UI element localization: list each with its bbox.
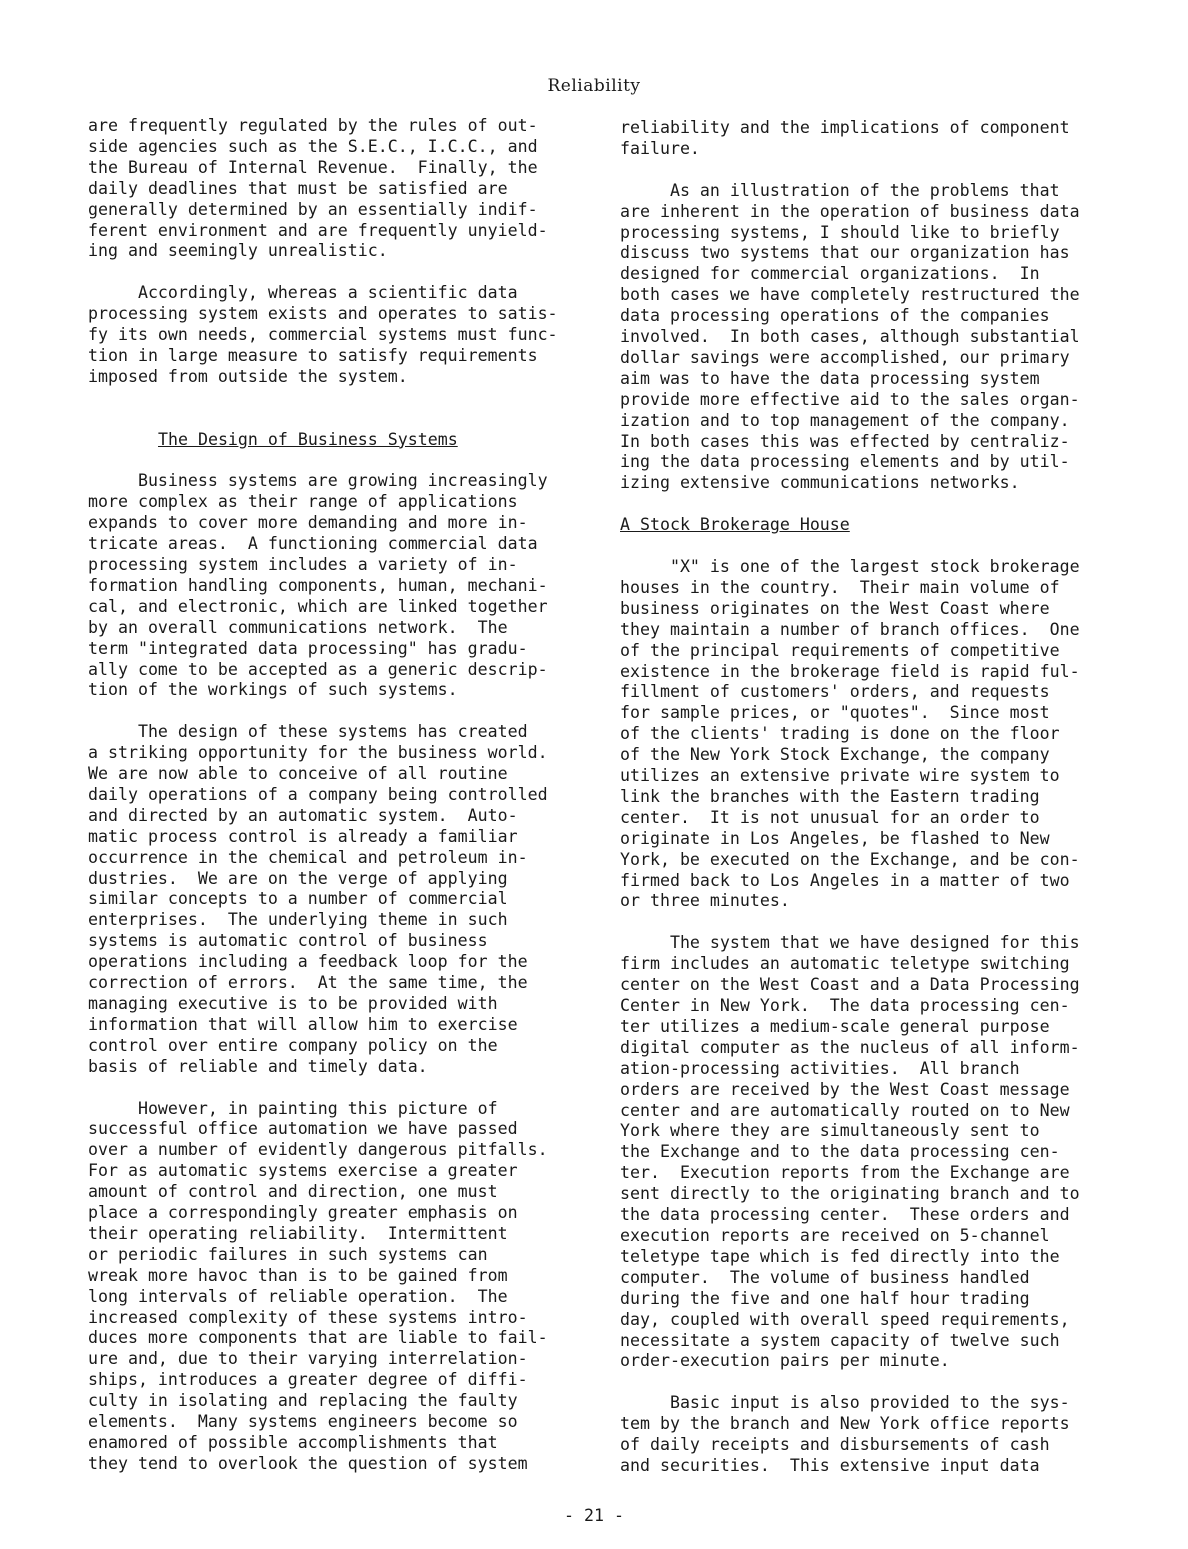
text-line: fillment of customers' orders, and requests xyxy=(620,682,1050,702)
text-line: by an overall communications network. The xyxy=(88,617,508,637)
paragraph xyxy=(88,283,588,388)
paragraph xyxy=(620,1393,1120,1477)
text-line: generally determined by an essentially indif- xyxy=(88,199,538,219)
text-line: tricate areas. A functioning commercial data xyxy=(88,534,538,554)
right-column xyxy=(620,118,1120,1477)
text-line: center on the West Coast and a Data Processing xyxy=(620,975,1080,995)
text-line: necessitate a system capacity of twelve such xyxy=(620,1330,1060,1350)
paragraph xyxy=(88,471,588,701)
text-line: dollar savings were accomplished, our primary xyxy=(620,347,1070,367)
text-line: both cases we have completely restructured the xyxy=(620,285,1080,305)
text-line: correction of errors. At the same time, the xyxy=(88,973,528,993)
text-line: The design of these systems has created xyxy=(88,722,528,742)
text-line: elements. Many systems engineers become so xyxy=(88,1412,518,1432)
paragraph xyxy=(88,1099,588,1475)
text-line: a striking opportunity for the business world. xyxy=(88,743,548,763)
text-line: their operating reliability. Intermittent xyxy=(88,1223,508,1243)
paragraph-gap xyxy=(620,912,1120,933)
text-line: operations including a feedback loop for the xyxy=(88,952,528,972)
section-heading-text: A Stock Brokerage House xyxy=(620,515,850,535)
section-heading-text: The Design of Business Systems xyxy=(158,429,458,449)
text-line: reliability and the implications of component xyxy=(620,118,1070,137)
text-line: matic process control is already a familiar xyxy=(88,826,518,846)
text-line: day, coupled with overall speed requirements, xyxy=(620,1309,1070,1329)
text-line: houses in the country. Their main volume of xyxy=(620,577,1060,597)
paragraph-gap xyxy=(620,1372,1120,1393)
paragraph-gap xyxy=(620,160,1120,181)
text-line: for sample prices, or "quotes". Since most xyxy=(620,703,1050,723)
text-line: and securities. This extensive input data xyxy=(620,1455,1040,1475)
text-line: izing extensive communications networks. xyxy=(620,473,1020,493)
text-line: enamored of possible accomplishments that xyxy=(88,1433,498,1452)
text-line: firmed back to Los Angeles in a matter of two xyxy=(620,870,1070,890)
text-line: firm includes an automatic teletype switching xyxy=(620,954,1070,974)
paragraph-gap xyxy=(88,409,588,430)
paragraph-gap xyxy=(88,388,588,409)
text-line: systems is automatic control of business xyxy=(88,931,488,951)
text-line: of the New York Stock Exchange, the company xyxy=(620,745,1050,765)
text-line: ferent environment and are frequently unyield- xyxy=(88,220,548,240)
text-line: York where they are simultaneously sent to xyxy=(620,1121,1040,1141)
text-line: managing executive is to be provided with xyxy=(88,993,498,1013)
paragraph-gap xyxy=(620,536,1120,557)
text-line: Center in New York. The data processing cen- xyxy=(620,996,1070,1015)
text-line: ation-processing activities. All branch xyxy=(620,1058,1020,1078)
text-line: ing and seemingly unrealistic. xyxy=(88,241,388,261)
text-line: failure. xyxy=(620,138,700,158)
text-line: culty in isolating and replacing the faulty xyxy=(88,1391,518,1411)
text-line: formation handling components, human, mechani- xyxy=(88,575,548,595)
text-line: discuss two systems that our organization has xyxy=(620,243,1070,263)
text-line: they maintain a number of branch offices. One xyxy=(620,619,1080,639)
text-line: long intervals of reliable operation. The xyxy=(88,1286,508,1306)
paragraph-gap xyxy=(88,1078,588,1099)
text-line: information that will allow him to exercise xyxy=(88,1014,518,1034)
paragraph-gap xyxy=(620,494,1120,515)
text-line: ization and to top management of the company. xyxy=(620,410,1070,430)
text-line: similar concepts to a number of commercial xyxy=(88,889,508,909)
text-line: of the clients' trading is done on the floor xyxy=(620,724,1060,744)
text-line: tion in large measure to satisfy requirements xyxy=(88,345,538,365)
text-line: Basic input is also provided to the sys- xyxy=(620,1393,1070,1413)
text-line: wreak more havoc than is to be gained from xyxy=(88,1265,508,1285)
text-line: tem by the branch and New York office reports xyxy=(620,1414,1070,1434)
text-line: enterprises. The underlying theme in such xyxy=(88,910,508,930)
text-line: place a correspondingly greater emphasis on xyxy=(88,1203,518,1223)
text-line: ships, introduces a greater degree of diffi- xyxy=(88,1370,528,1390)
text-line: center. It is not unusual for an order to xyxy=(620,807,1040,827)
section-heading-design xyxy=(88,430,588,451)
text-line: Accordingly, whereas a scientific data xyxy=(88,283,518,303)
text-line: the Bureau of Internal Revenue. Finally, the xyxy=(88,157,538,177)
text-line: control over entire company policy on the xyxy=(88,1035,498,1055)
text-line: they tend to overlook the question of system xyxy=(88,1453,528,1473)
text-line: provide more effective aid to the sales organ- xyxy=(620,389,1080,409)
text-line: over a number of evidently dangerous pitfalls. xyxy=(88,1140,548,1160)
text-line: The system that we have designed for this xyxy=(620,933,1080,953)
text-line: We are now able to conceive of all routine xyxy=(88,764,508,784)
text-line: utilizes an extensive private wire system to xyxy=(620,766,1060,786)
text-line: side agencies such as the S.E.C., I.C.C., and xyxy=(88,136,538,156)
text-line: of daily receipts and disbursements of cash xyxy=(620,1435,1050,1455)
text-line: execution reports are received on 5-channel xyxy=(620,1225,1050,1245)
text-line: ally come to be accepted as a generic descrip- xyxy=(88,659,548,679)
page-number: - 21 - xyxy=(564,1506,624,1525)
text-line: are frequently regulated by the rules of out- xyxy=(88,116,538,135)
text-line: orders are received by the West Coast message xyxy=(620,1079,1070,1099)
paragraph-gap xyxy=(88,262,588,283)
text-line: data processing operations of the companies xyxy=(620,306,1050,326)
text-line: Business systems are growing increasingly xyxy=(88,471,548,491)
text-line: basis of reliable and timely data. xyxy=(88,1056,428,1076)
text-line: aim was to have the data processing system xyxy=(620,368,1040,388)
text-line: link the branches with the Eastern trading xyxy=(620,786,1040,806)
text-line: imposed from outside the system. xyxy=(88,366,408,386)
text-line: originate in Los Angeles, be flashed to New xyxy=(620,828,1050,848)
text-line: involved. In both cases, although substantial xyxy=(620,327,1080,347)
text-line: order-execution pairs per minute. xyxy=(620,1351,950,1371)
text-line: ter. Execution reports from the Exchange are xyxy=(620,1163,1070,1183)
text-line: ure and, due to their varying interrelation- xyxy=(88,1349,528,1369)
left-column xyxy=(88,116,588,1475)
text-line: or periodic failures in such systems can xyxy=(88,1244,488,1264)
text-line: processing systems, I should like to briefly xyxy=(620,222,1060,242)
text-line: occurrence in the chemical and petroleum in- xyxy=(88,847,528,867)
running-head: Reliability xyxy=(547,76,641,96)
section-heading-brokerage xyxy=(620,515,1120,536)
paragraph xyxy=(88,722,588,1077)
text-line: the data processing center. These orders and xyxy=(620,1205,1070,1225)
text-line: computer. The volume of business handled xyxy=(620,1267,1030,1287)
text-line: York, be executed on the Exchange, and be con- xyxy=(620,849,1080,869)
text-line: ing the data processing elements and by util- xyxy=(620,452,1070,472)
text-line: ter utilizes a medium-scale general purpose xyxy=(620,1016,1050,1036)
text-line: term "integrated data processing" has gradu- xyxy=(88,638,528,658)
text-line: sent directly to the originating branch and to xyxy=(620,1184,1080,1204)
text-line: of the principal requirements of competitive xyxy=(620,640,1060,660)
paragraph xyxy=(620,181,1120,495)
text-line: are inherent in the operation of business data xyxy=(620,201,1080,221)
text-line: However, in painting this picture of xyxy=(88,1098,498,1118)
text-line: fy its own needs, commercial systems must func- xyxy=(88,325,558,345)
text-line: daily deadlines that must be satisfied are xyxy=(88,178,508,198)
text-line: daily operations of a company being controlled xyxy=(88,784,548,804)
text-line: more complex as their range of applications xyxy=(88,492,518,512)
paragraph xyxy=(88,116,588,262)
text-line: duces more components that are liable to fail- xyxy=(88,1328,548,1348)
paragraph xyxy=(620,557,1120,912)
paragraph xyxy=(620,118,1120,160)
text-line: increased complexity of these systems intro- xyxy=(88,1307,528,1327)
text-line: In both cases this was effected by centraliz- xyxy=(620,431,1070,451)
text-line: tion of the workings of such systems. xyxy=(88,680,458,700)
text-line: expands to cover more demanding and more in- xyxy=(88,513,528,533)
text-line: teletype tape which is fed directly into the xyxy=(620,1246,1060,1266)
text-line: existence in the brokerage field is rapid ful- xyxy=(620,661,1080,681)
paragraph xyxy=(620,933,1120,1372)
text-line: business originates on the West Coast where xyxy=(620,598,1050,618)
text-line: processing system exists and operates to satis- xyxy=(88,304,558,324)
paragraph-gap xyxy=(88,450,588,471)
text-line: As an illustration of the problems that xyxy=(620,180,1060,200)
text-line: "X" is one of the largest stock brokerage xyxy=(620,556,1080,576)
text-line: center and are automatically routed on to New xyxy=(620,1100,1070,1120)
text-line: processing system includes a variety of in- xyxy=(88,554,518,574)
text-line: during the five and one half hour trading xyxy=(620,1288,1030,1308)
text-line: dustries. We are on the verge of applying xyxy=(88,868,508,888)
text-line: and directed by an automatic system. Auto- xyxy=(88,805,518,825)
text-line: digital computer as the nucleus of all inform- xyxy=(620,1037,1080,1057)
text-line: or three minutes. xyxy=(620,891,790,911)
text-line: successful office automation we have passed xyxy=(88,1119,518,1139)
text-line: the Exchange and to the data processing cen- xyxy=(620,1142,1060,1162)
text-line: amount of control and direction, one must xyxy=(88,1182,498,1202)
paragraph-gap xyxy=(88,701,588,722)
text-line: For as automatic systems exercise a greater xyxy=(88,1161,518,1181)
text-line: cal, and electronic, which are linked together xyxy=(88,596,548,616)
text-line: designed for commercial organizations. In xyxy=(620,264,1040,284)
